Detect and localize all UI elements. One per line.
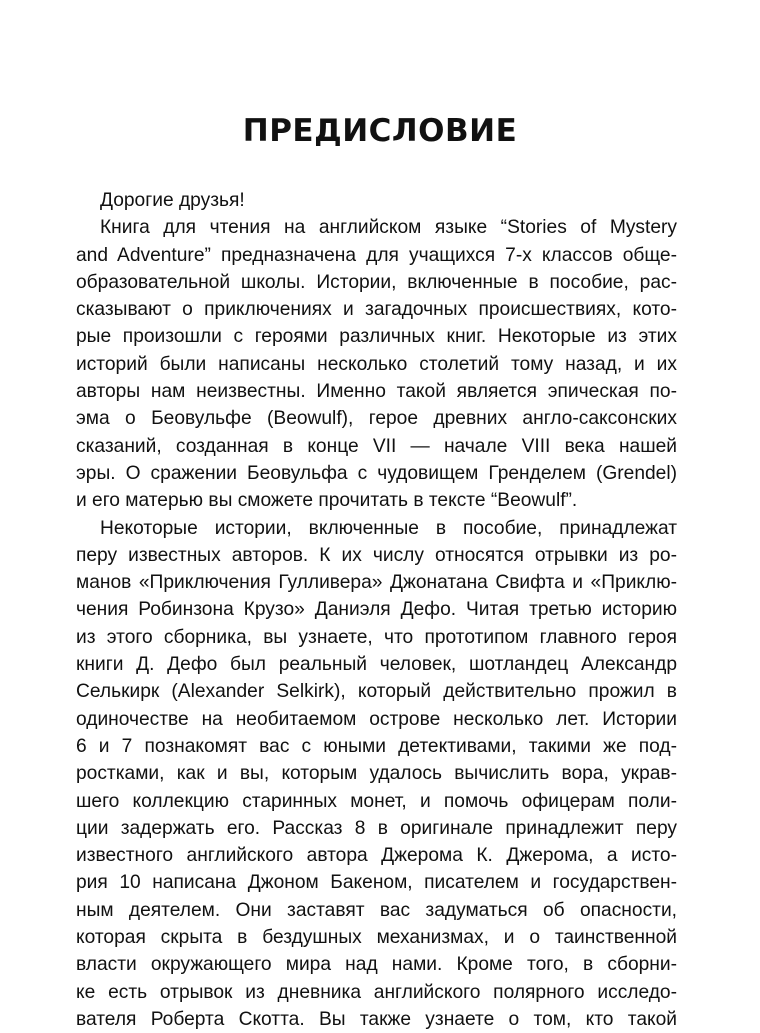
text-line: ции задержать его. Рассказ 8 в оригинале принадлежит перу [76,817,677,839]
text-line: and Adventure” предназначена для учащихся 7-х классов обще- [76,244,677,266]
text-line: и его матерью вы сможете прочитать в тексте “Beowulf”. [76,490,578,512]
text-line: книги Д. Дефо был реальный человек, шотландец Александр [76,654,677,676]
text-line: из этого сборника, вы узнаете, что прототипом главного героя [76,626,677,648]
text-line: историй были написаны несколько столетий тому назад, и их [76,353,677,375]
text-line: авторы нам неизвестны. Именно такой является эпическая по- [76,381,677,403]
text-line: перу известных авторов. К их числу относятся отрывки из ро- [76,544,677,566]
text-line: вателя Роберта Скотта. Вы также узнаете о том, кто такой [76,1008,677,1030]
text-line: ростками, как и вы, которым удалось вычислить вора, украв- [76,763,677,785]
text-line: известного английского автора Джерома К. Джерома, а исто- [76,845,677,867]
text-line: сказаний, созданная в конце VII — начале VIII века нашей [76,435,677,457]
text-line: образовательной школы. Истории, включенные в пособие, рас- [76,271,677,293]
text-line: которая скрыта в бездушных механизмах, и о таинственной [76,927,677,949]
text-line: одиночестве на необитаемом острове несколько лет. Истории [76,708,677,730]
text-line: 6 и 7 познакомят вас с юными детективами, такими же под- [76,735,677,757]
text-line: рия 10 написана Джоном Бакеном, писателем и государствен- [76,872,677,894]
text-line: Некоторые истории, включенные в пособие, принадлежат [100,517,677,539]
preface-text [76,187,677,1033]
text-line: сказывают о приключениях и загадочных происшествиях, кото- [76,299,677,321]
text-line: эры. О сражении Беовульфа с чудовищем Гренделем (Grendel) [76,462,677,484]
text-line: рые произошли с героями различных книг. Некоторые из этих [76,326,677,348]
text-line: Книга для чтения на английском языке “Stories of Mystery [100,217,677,239]
text-line: ным деятелем. Они заставят вас задуматься об опасности, [76,899,677,921]
text-line: власти окружающего мира над нами. Кроме того, в сборни- [76,954,677,976]
text-line: Дорогие друзья! [100,190,245,211]
page-title: ПРЕДИСЛОВИЕ [242,113,518,149]
text-line: манов «Приключения Гулливера» Джонатана Свифта и «Приклю- [76,572,677,594]
text-line: эма о Беовульфе (Beowulf), герое древних англо-саксонских [76,408,677,430]
text-line: Селькирк (Alexander Selkirk), который действительно прожил в [76,681,677,703]
text-line: чения Робинзона Крузо» Даниэля Дефо. Читая третью историю [76,599,677,621]
text-line: ке есть отрывок из дневника английского полярного исследо- [76,981,677,1003]
text-line: шего коллекцию старинных монет, и помочь офицерам поли- [76,790,677,812]
